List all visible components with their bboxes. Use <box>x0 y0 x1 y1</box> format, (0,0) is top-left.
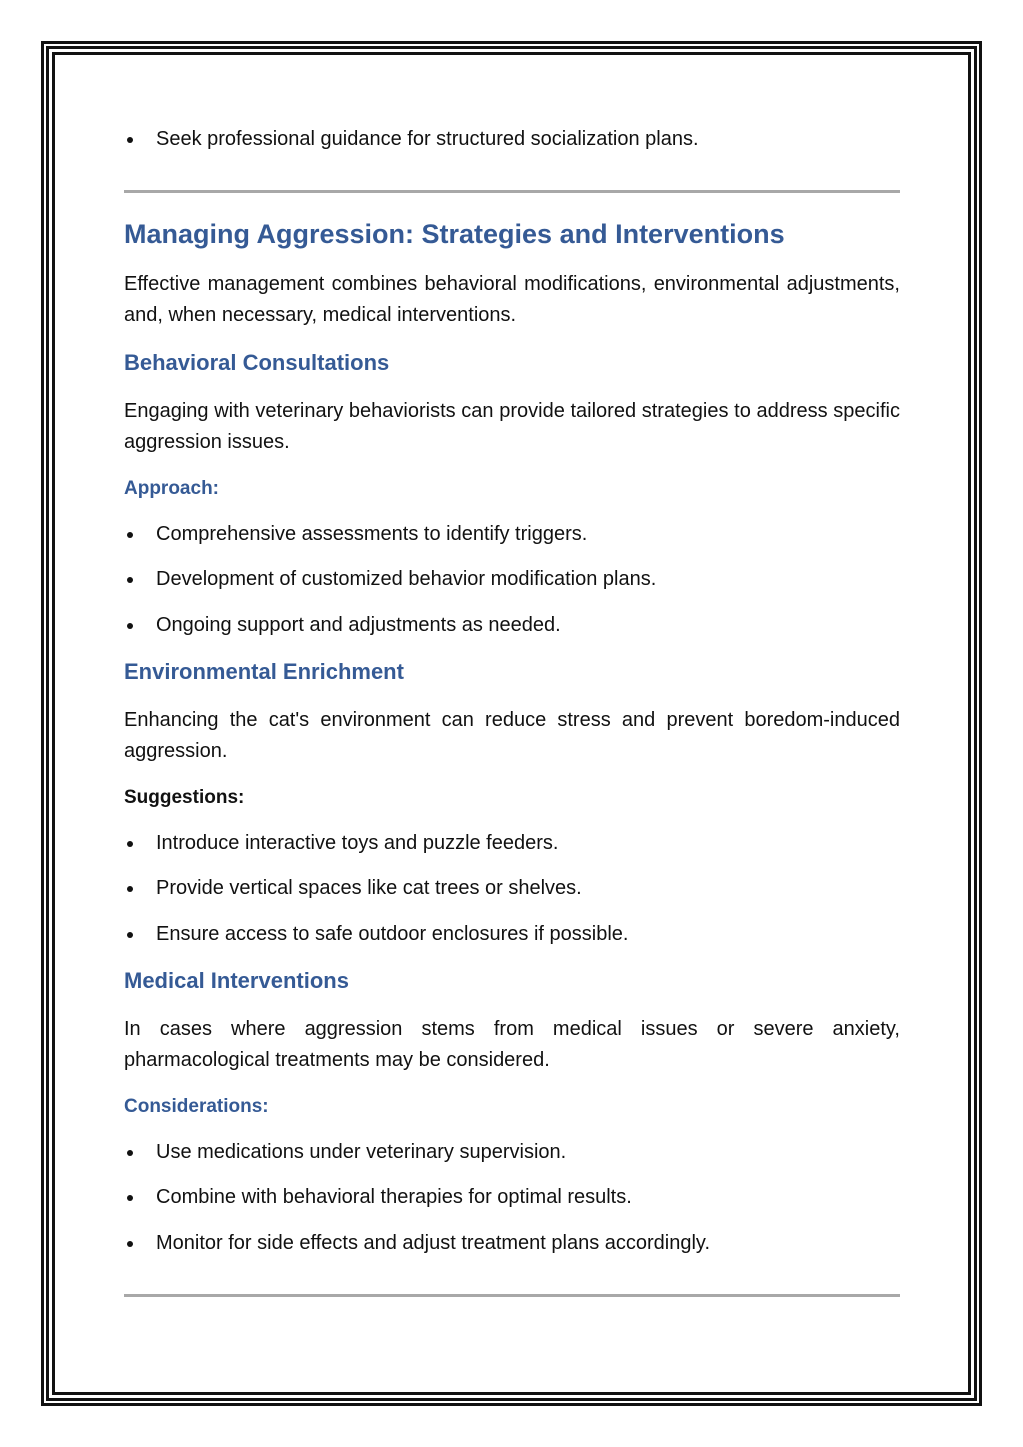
section-divider <box>124 1294 900 1297</box>
heading-medical-interventions: Medical Interventions <box>124 968 349 993</box>
list-item: Use medications under veterinary supervision. <box>156 1141 567 1163</box>
subheading-considerations: Considerations: <box>124 1096 269 1117</box>
list-item: Combine with behavioral therapies for optimal results. <box>156 1186 632 1208</box>
subheading-suggestions: Suggestions: <box>124 787 245 808</box>
list-item: Provide vertical spaces like cat trees or shelves. <box>156 877 582 899</box>
behavioral-paragraph: Engaging with veterinary behaviorists can provide tailored strategies to address specific aggression issues. <box>124 400 900 453</box>
heading-environmental-enrichment: Environmental Enrichment <box>124 659 404 684</box>
list-item: Ensure access to safe outdoor enclosures if possible. <box>156 923 629 945</box>
section-intro: Effective management combines behavioral modifications, environmental adjustments, and, when necessary, medical interventions. <box>124 273 900 326</box>
section-title: Managing Aggression: Strategies and Interventions <box>124 219 785 249</box>
list-item: Monitor for side effects and adjust treatment plans accordingly. <box>156 1232 710 1254</box>
environmental-paragraph: Enhancing the cat's environment can reduce stress and prevent boredom-induced aggression. <box>124 709 900 762</box>
list-item: Introduce interactive toys and puzzle feeders. <box>156 832 559 854</box>
subheading-approach: Approach: <box>124 478 219 499</box>
heading-behavioral-consultations: Behavioral Consultations <box>124 350 390 375</box>
section-divider <box>124 190 900 193</box>
list-item: Development of customized behavior modification plans. <box>156 568 657 590</box>
medical-paragraph: In cases where aggression stems from medical issues or severe anxiety, pharmacological treatments may be considered. <box>124 1018 900 1071</box>
list-item: Ongoing support and adjustments as needed. <box>156 614 561 636</box>
list-item: Seek professional guidance for structured socialization plans. <box>156 128 699 150</box>
list-item: Comprehensive assessments to identify triggers. <box>156 523 588 545</box>
